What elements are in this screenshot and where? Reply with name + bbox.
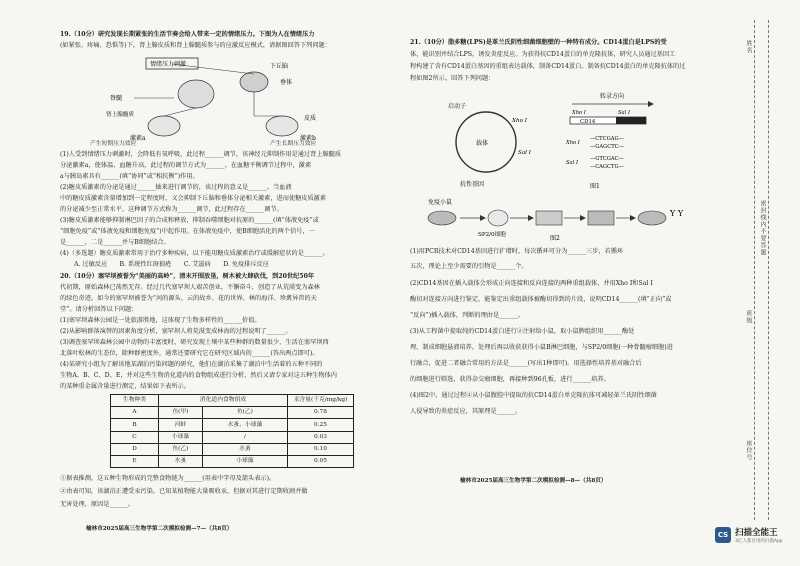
q21-s3c: 行融合，促进二者融合常用的方法是______(写出1种即可)。用选择性培养基对融合后 — [410, 360, 642, 367]
seal-line — [768, 20, 769, 520]
label-sal-seq: Sal I — [566, 160, 579, 166]
q19-s2a: (2)糖皮质激素的分泌是通过______轴来进行调节的，该过程的意义是______。当血液 — [60, 184, 292, 191]
q20-s3a: (3)调查塞罕坝森林公园中动物的丰富度时，研究发现土壤中某些种群的数量很少，生活在塞罕坝西 — [60, 339, 329, 346]
q19-s2b: 中的糖皮质激素含量增加到一定程度时，又会抑制下丘脑和垂体分泌相关激素，进而使糖皮质激素 — [60, 195, 327, 202]
q20-s4b: 生物A、B、C、D、E，并对这些生物消化道内的食物组成进行分析，然后又请专家对这五种生物体内 — [60, 372, 337, 379]
label-direction: 转录方向 — [600, 93, 625, 100]
cell: 0.05 — [288, 455, 354, 467]
q19-s2c: 的分泌减少至正常水平，这种调节方式称为______调节，此过程存在______调节。 — [60, 206, 283, 213]
binding-margin — [708, 0, 800, 566]
footer-right: 榆林市2025届高三生物学第二次模拟检测—8—（共8页） — [460, 478, 607, 484]
fig1-caption: 图1 — [590, 183, 600, 190]
q19-s3a: (3)糖皮质激素能够抑制淋巴因子的合成和释放，抑制吞噬细胞对抗原的______(填“体液免疫”或 — [60, 217, 319, 224]
camscanner-logo-icon: CS — [715, 527, 731, 543]
cell: E — [111, 455, 159, 467]
q21-s1a: (1)用PCR技术对CD14基因进行扩增时，每次循环可分为______三步，若循环 — [410, 248, 624, 255]
table-header-row — [111, 395, 354, 407]
q19-s1c: a与胰岛素具有______(填“协同”或“相抗衡”)作用。 — [60, 173, 199, 180]
q19-long-effect: 产生长期压力效应 — [270, 141, 317, 147]
camscanner-subtitle: 3亿人都在用的扫描App — [735, 539, 783, 544]
label-xho-gene: Xho I — [572, 110, 586, 116]
q19-s1b: 分泌激素a，使体温、血糖升高，此过程的调节方式为______。在血糖平衡调节过程中，激素 — [60, 162, 312, 169]
q19-stem-1: 19.（10分）研究发现长期紧张的生活节奏会给人带来一定的情绪压力。下图为人在情绪压力 — [60, 31, 315, 38]
cell: D — [111, 443, 159, 455]
q19-s4: (4)（多选题）糖皮质激素常用于治疗多种疾病，以下能用糖皮质激素治疗或缓解症状的是______。 — [60, 250, 329, 257]
q20-s4a: (4)某研究小组为了解该地某湖泊污染问题的研究，他们在湖泊采集了湖泊中生活着的五种不同的 — [60, 361, 323, 368]
label-cortex: 皮质 — [304, 115, 317, 122]
seq-1: —CTCGAG— — [590, 136, 624, 142]
cell: C — [111, 431, 159, 443]
q21-s4b: 人侵导致的炎症反应，其原理是______。 — [410, 408, 522, 415]
cell: 鱼(甲) — [159, 407, 203, 419]
camscanner-title: 扫描全能王 — [735, 528, 778, 538]
label-spinal: 脊髓 — [110, 95, 123, 102]
table-row — [111, 455, 354, 467]
q21-s3b: 理，制成细胞悬液培养，处理后再以收获获得小鼠B淋巴细胞，与SP2/0细胞(一种骨髓瘤细胞)进 — [410, 344, 673, 351]
cell: 0.78 — [288, 407, 354, 419]
label-promoter: 启动子 — [448, 103, 467, 110]
label-cd14: CD14 — [580, 119, 596, 125]
q21-s3a: (3)从工程菌中提取纯的CD14蛋白进行②注射给小鼠，取小鼠脾组织用______酶处 — [410, 328, 635, 335]
q20-s6a: ②由表可知，该湖泊正遭受汞污染。已知某植物能大量吸收汞，但据对其进行定期收割并做 — [60, 488, 308, 495]
cell: A — [111, 407, 159, 419]
label-sal-plasmid: Sal I — [518, 150, 531, 156]
footer-left: 榆林市2025届高三生物学第二次模拟检测—7—（共8页） — [86, 526, 233, 532]
seq-3: —GTCGAC— — [590, 156, 624, 162]
binding-seat-label: 座位号 — [745, 440, 752, 461]
cell: 水蚤 — [159, 455, 203, 467]
label-hormone-a: 激素a — [130, 135, 146, 142]
label-pituitary: 垂体 — [280, 79, 293, 86]
q21-s2b: 酶切对连接方向进行鉴定，能鉴定出重组载体被酶切得到的片段，说明CD14______(填“正向”或 — [410, 296, 672, 303]
label-xho-plasmid: Xho I — [512, 118, 527, 124]
q19-s3b: “细胞免疫”或“体液免疫和细胞免疫”)中起作用。在体液免疫中，使B细胞活化的两个信号，一 — [60, 228, 315, 235]
antibody-icon: Y Y — [670, 209, 684, 218]
mercury-table — [110, 394, 354, 468]
q21-stem-4: 程如图2所示。回答下列问题： — [410, 75, 495, 82]
binding-name-label: 姓名 — [745, 40, 752, 54]
label-hypothalamus: 下丘脑 — [270, 63, 289, 70]
left-column — [60, 0, 382, 566]
q19-short-effect: 产生短期压力效应 — [90, 141, 137, 147]
q20-s1: (1)塞罕坝森林公园是一处旅游胜地，这体现了生物多样性的______价值。 — [60, 317, 261, 324]
label-sal-gene: Sal I — [618, 110, 631, 116]
label-xho-seq: Xho I — [566, 140, 580, 146]
q19-stress-diagram — [104, 54, 334, 150]
q21-s2c: “反向”)插入载体，判断的理由是______。 — [410, 312, 524, 319]
q21-stem-1: 21.（10分）脂多糖(LPS)是革兰氏阴性细菌细胞壁的一种特有成分。CD14蛋白是LPS的受 — [410, 39, 667, 46]
cell: 0.03 — [288, 431, 354, 443]
camscanner-watermark — [715, 526, 783, 544]
cell: / — [202, 431, 287, 443]
q21-figure-2 — [420, 196, 690, 244]
label-medulla: 肾上腺髓质 — [106, 112, 134, 118]
label-vector: 载体 — [476, 140, 489, 147]
cell: B — [111, 419, 159, 431]
cell: 水蚤、小球藻 — [202, 419, 287, 431]
binding-class-label: 班级 — [745, 310, 752, 324]
table-row — [111, 419, 354, 431]
q20-s2: (2)从影响群落演替的因素角度分析，塞罕坝人将荒漠变成林海的过程说明了______。 — [60, 328, 292, 335]
q20-s5: ①据表推测，这五种生物形成的完整食物链为______(用表中字母及箭头表示)。 — [60, 475, 276, 482]
fig2-caption: 图2 — [550, 235, 560, 242]
q20-s3b: 北落叶松林的生态位，除种群密度外，通常还要研究它在研究区域内的______(答出两点即可)。 — [60, 350, 319, 357]
seq-4: —CAGCTG— — [590, 164, 624, 170]
cell: 河蚌 — [159, 419, 203, 431]
table-row — [111, 431, 354, 443]
q21-s1b: 五次，理论上至少需要的引物是______个。 — [410, 263, 528, 270]
cell: 鱼(乙) — [202, 407, 287, 419]
cell: 鱼(乙) — [159, 443, 203, 455]
q20-stem-4: 堂”。请分析回答以下问题： — [60, 306, 138, 313]
q19-s1a: (1)人受到情绪压力刺激时，会降低有氧呼吸，此过程______调节，该神经元抑制作用是通过肾上腺髓质 — [60, 151, 342, 158]
cell: 0.25 — [288, 419, 354, 431]
th-mercury: 汞含量(千克/mg/kg) — [288, 395, 354, 407]
table-row — [111, 407, 354, 419]
q20-stem-2: 代初期，原始森林已荡然无存。经过几代塞罕坝人艰苦创业，不懈奋斗，创造了从荒漠变为森林 — [60, 284, 320, 291]
q21-s3d: 的细胞进行筛选，获得杂交瘤细胞，再接种到96孔板，进行______培养。 — [410, 376, 610, 383]
cell: 0.10 — [288, 443, 354, 455]
label-sp20: SP2/0细胞 — [478, 232, 506, 238]
q20-s4c: 的某种重金属含量进行测定，结果如下表所示。 — [60, 383, 190, 390]
label-stimulus: 情绪压力刺激 — [150, 61, 187, 68]
q21-figure-1 — [440, 88, 660, 194]
table-row — [111, 443, 354, 455]
q20-stem-1: 20.（10分）塞罕坝被誉为“美丽的高岭”，清末开围放垦，树木被大肆砍伐，到20世纪50年 — [60, 273, 315, 280]
th-species: 生物种类 — [111, 395, 159, 407]
label-mouse: 免疫小鼠 — [428, 199, 453, 206]
q21-stem-3: 程构建了含有CD14蛋白基因的重组表达载体，制备CD14蛋白。制备抗CD14蛋白的单克隆抗体的过 — [410, 63, 686, 70]
right-column — [410, 0, 696, 566]
cell: 水蚤 — [202, 443, 287, 455]
q19-s3c: 是______，二是______并与B细胞结合。 — [60, 239, 170, 246]
seal-line — [754, 20, 755, 520]
label-hormone-b: 激素b — [300, 135, 316, 142]
q20-stem-3: 的绿色奇迹。如今的塞罕坝被誉为“河的源头、云的故乡、花的世界、林的海洋、珍禽异兽的天 — [60, 295, 317, 302]
th-food: 消化道内食物组成 — [159, 395, 288, 407]
cell: 小球藻 — [159, 431, 203, 443]
q21-s4a: (4)图2中，通过过程④从小鼠腹腔中提取的抗CD14蛋白单克隆抗体可减轻革兰氏阴性细菌 — [410, 392, 657, 399]
q19-stem-2: (如紧张、疼痛、恐惧等)下，肾上腺皮质和肾上腺髓质参与的应激反应模式，请据图回答下列问题： — [60, 42, 331, 49]
label-marker: 抗性基因 — [460, 181, 485, 188]
q21-stem-2: 体，能识别并结合LPS，诱发炎症反应。为获得抗CD14蛋白的单克隆抗体，研究人员通过基因工 — [410, 51, 676, 58]
q20-s6b: 无害处理，原因是______。 — [60, 501, 135, 508]
q19-options: A. 过敏反应 B. 系统性红斑狼疮 C. 艾滋病 D. 免疫排斥反应 — [74, 261, 269, 268]
cell: 小球藻 — [202, 455, 287, 467]
q21-s2a: (2)CD14基因在插入载体会形成正向连接和反向连接的两种重组载体，并用Xho I和Sal I — [410, 280, 653, 287]
seq-2: —GAGCTC— — [590, 144, 624, 150]
binding-notice: 密封线内不要答题 — [759, 200, 766, 256]
